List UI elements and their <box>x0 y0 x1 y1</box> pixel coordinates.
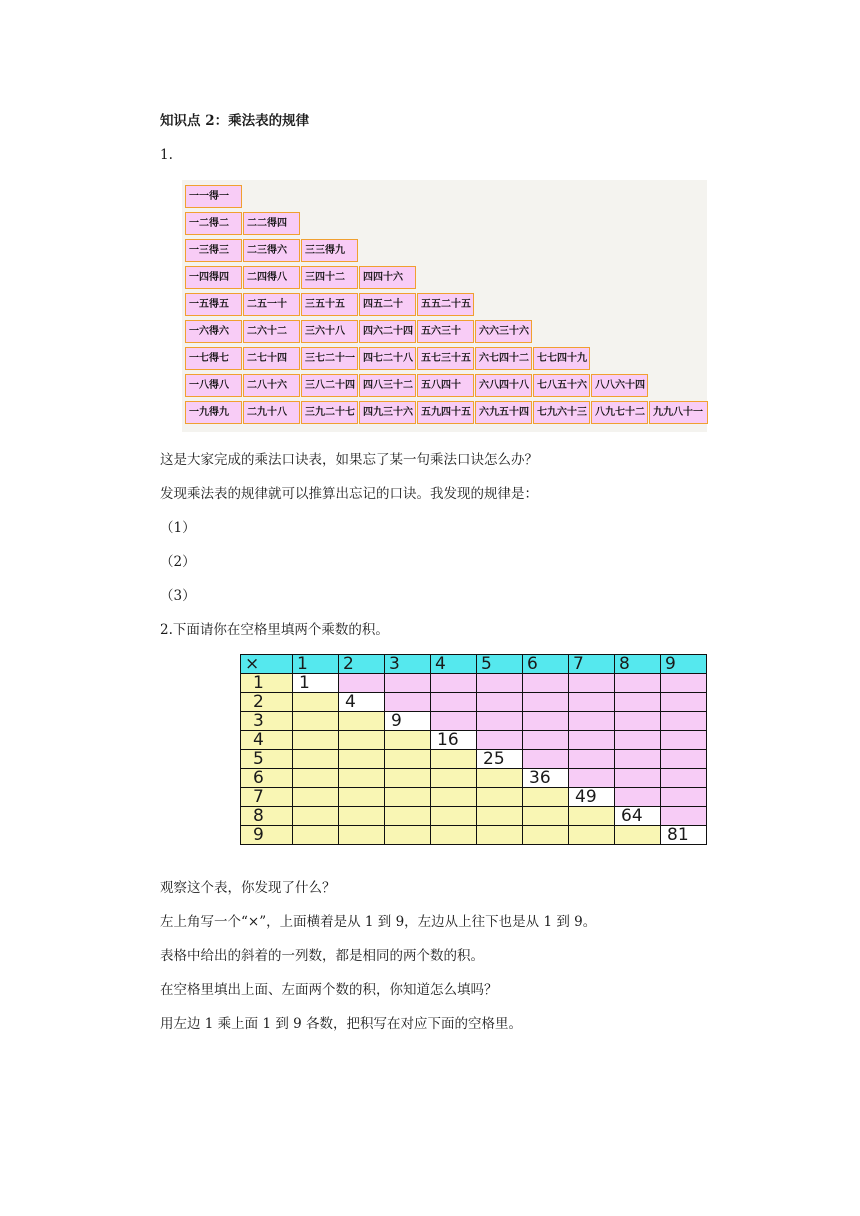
rhyme-cell: 二五一十 <box>243 293 300 316</box>
grid-blank-cell <box>477 807 523 826</box>
grid-blank-cell <box>615 769 661 788</box>
grid-blank-cell <box>431 750 477 769</box>
fill-instruction: 用左边 1 乘上面 1 到 9 各数，把积写在对应下面的空格里。 <box>160 1016 523 1032</box>
rhyme-cell: 二六十二 <box>243 320 300 343</box>
grid-left-header: 6 <box>241 769 293 788</box>
grid-left-header: 2 <box>241 693 293 712</box>
rhyme-cell: 五六三十 <box>417 320 474 343</box>
grid-diagonal-product: 36 <box>523 769 569 788</box>
grid-blank-cell <box>431 674 477 693</box>
rhyme-cell: 四八三十二 <box>359 374 416 397</box>
grid-blank-cell <box>339 807 385 826</box>
grid-blank-cell <box>523 807 569 826</box>
grid-blank-cell <box>661 712 707 731</box>
rhyme-cell: 七八五十六 <box>533 374 590 397</box>
grid-blank-cell <box>385 674 431 693</box>
grid-top-header: 5 <box>477 655 523 674</box>
rhyme-cell: 三八二十四 <box>301 374 358 397</box>
grid-diagonal-product: 4 <box>339 693 385 712</box>
rhyme-cell: 四六二十四 <box>359 320 416 343</box>
grid-blank-cell <box>569 674 615 693</box>
rhyme-cell: 七九六十三 <box>533 401 590 424</box>
grid-blank-cell <box>293 712 339 731</box>
grid-blank-cell <box>661 807 707 826</box>
grid-blank-cell <box>431 693 477 712</box>
rhyme-cell: 八九七十二 <box>591 401 648 424</box>
rhyme-cell: 一八得八 <box>185 374 242 397</box>
grid-blank-cell <box>339 674 385 693</box>
rhyme-cell: 五七三十五 <box>417 347 474 370</box>
grid-blank-cell <box>569 826 615 845</box>
grid-top-header: 8 <box>615 655 661 674</box>
rhyme-cell: 三七二十一 <box>301 347 358 370</box>
rhyme-cell: 七七四十九 <box>533 347 590 370</box>
grid-blank-cell <box>293 807 339 826</box>
rhyme-cell: 二八十六 <box>243 374 300 397</box>
rule-1-label: （1） <box>160 520 196 536</box>
observe-question: 观察这个表，你发现了什么？ <box>160 880 336 896</box>
rule-2-label: （2） <box>160 554 196 570</box>
grid-left-header: 3 <box>241 712 293 731</box>
grid-top-header: 9 <box>661 655 707 674</box>
rhyme-cell: 五九四十五 <box>417 401 474 424</box>
grid-diagonal-product: 16 <box>431 731 477 750</box>
rhyme-cell: 八八六十四 <box>591 374 648 397</box>
grid-diagonal-product: 64 <box>615 807 661 826</box>
grid-blank-cell <box>523 750 569 769</box>
rhyme-cell: 九九八十一 <box>649 401 708 424</box>
grid-blank-cell <box>523 731 569 750</box>
grid-top-header: 6 <box>523 655 569 674</box>
item-1-label: 1. <box>160 147 173 163</box>
multiplication-rhyme-table <box>182 180 707 432</box>
rhyme-cell: 一四得四 <box>185 266 242 289</box>
rhyme-cell: 四五二十 <box>359 293 416 316</box>
grid-corner-symbol: × <box>241 655 293 674</box>
grid-diagonal-product: 49 <box>569 788 615 807</box>
rhyme-cell: 六八四十八 <box>475 374 532 397</box>
rhyme-cell: 三四十二 <box>301 266 358 289</box>
explanation-headers: 左上角写一个“×”，上面横着是从 1 到 9，左边从上往下也是从 1 到 9。 <box>160 914 597 930</box>
rhyme-cell: 一五得五 <box>185 293 242 316</box>
rhyme-cell: 一七得七 <box>185 347 242 370</box>
grid-blank-cell <box>477 788 523 807</box>
rhyme-cell: 二九十八 <box>243 401 300 424</box>
grid-blank-cell <box>339 826 385 845</box>
rhyme-cell: 一九得九 <box>185 401 242 424</box>
grid-blank-cell <box>385 788 431 807</box>
grid-blank-cell <box>477 674 523 693</box>
rhyme-cell: 三三得九 <box>301 239 358 262</box>
rhyme-cell: 三六十八 <box>301 320 358 343</box>
grid-blank-cell <box>293 750 339 769</box>
grid-blank-cell <box>523 788 569 807</box>
grid-blank-cell <box>293 769 339 788</box>
rhyme-cell: 二三得六 <box>243 239 300 262</box>
rhyme-cell: 三九二十七 <box>301 401 358 424</box>
grid-blank-cell <box>523 674 569 693</box>
rhyme-cell: 二七十四 <box>243 347 300 370</box>
grid-blank-cell <box>661 750 707 769</box>
grid-blank-cell <box>523 693 569 712</box>
rhyme-cell: 五八四十 <box>417 374 474 397</box>
rhyme-cell: 四四十六 <box>359 266 416 289</box>
grid-blank-cell <box>293 693 339 712</box>
rhyme-cell: 一六得六 <box>185 320 242 343</box>
grid-blank-cell <box>569 693 615 712</box>
grid-blank-cell <box>385 750 431 769</box>
rhyme-cell: 六九五十四 <box>475 401 532 424</box>
grid-blank-cell <box>615 788 661 807</box>
grid-blank-cell <box>569 750 615 769</box>
grid-blank-cell <box>523 826 569 845</box>
grid-blank-cell <box>293 788 339 807</box>
grid-left-header: 1 <box>241 674 293 693</box>
grid-blank-cell <box>477 712 523 731</box>
rhyme-cell: 一三得三 <box>185 239 242 262</box>
grid-diagonal-product: 81 <box>661 826 707 845</box>
grid-blank-cell <box>477 731 523 750</box>
grid-blank-cell <box>293 826 339 845</box>
grid-blank-cell <box>431 807 477 826</box>
grid-blank-cell <box>569 731 615 750</box>
rhyme-cell: 六七四十二 <box>475 347 532 370</box>
grid-top-header: 3 <box>385 655 431 674</box>
rhyme-cell: 二四得八 <box>243 266 300 289</box>
fill-question: 在空格里填出上面、左面两个数的积，你知道怎么填吗？ <box>160 982 498 998</box>
grid-blank-cell <box>661 731 707 750</box>
grid-blank-cell <box>339 769 385 788</box>
grid-blank-cell <box>569 712 615 731</box>
grid-left-header: 8 <box>241 807 293 826</box>
grid-blank-cell <box>339 750 385 769</box>
grid-blank-cell <box>615 731 661 750</box>
grid-left-header: 7 <box>241 788 293 807</box>
rhyme-cell: 六六三十六 <box>475 320 532 343</box>
grid-blank-cell <box>569 769 615 788</box>
grid-blank-cell <box>615 826 661 845</box>
rhyme-cell: 三五十五 <box>301 293 358 316</box>
section-heading: 知识点 2：乘法表的规律 <box>160 113 310 129</box>
paragraph-forgot-rhyme: 这是大家完成的乘法口诀表，如果忘了某一句乘法口诀怎么办？ <box>160 452 538 468</box>
grid-blank-cell <box>661 788 707 807</box>
rhyme-cell: 二二得四 <box>243 212 300 235</box>
grid-blank-cell <box>569 807 615 826</box>
grid-blank-cell <box>385 807 431 826</box>
grid-top-header: 2 <box>339 655 385 674</box>
grid-blank-cell <box>661 693 707 712</box>
item-2-instruction: 2.下面请你在空格里填两个乘数的积。 <box>160 622 389 638</box>
grid-blank-cell <box>385 769 431 788</box>
grid-blank-cell <box>339 712 385 731</box>
grid-blank-cell <box>431 826 477 845</box>
grid-blank-cell <box>431 788 477 807</box>
grid-blank-cell <box>661 769 707 788</box>
grid-blank-cell <box>385 693 431 712</box>
grid-blank-cell <box>615 693 661 712</box>
grid-top-header: 4 <box>431 655 477 674</box>
rule-3-label: （3） <box>160 588 196 604</box>
rhyme-cell: 一二得二 <box>185 212 242 235</box>
grid-left-header: 4 <box>241 731 293 750</box>
grid-blank-cell <box>615 674 661 693</box>
grid-left-header: 5 <box>241 750 293 769</box>
multiplication-grid <box>240 654 707 845</box>
grid-blank-cell <box>293 731 339 750</box>
grid-blank-cell <box>431 712 477 731</box>
grid-blank-cell <box>477 693 523 712</box>
explanation-diagonal: 表格中给出的斜着的一列数，都是相同的两个数的积。 <box>160 948 484 964</box>
grid-blank-cell <box>385 731 431 750</box>
grid-diagonal-product: 1 <box>293 674 339 693</box>
grid-blank-cell <box>477 826 523 845</box>
grid-diagonal-product: 9 <box>385 712 431 731</box>
grid-left-header: 9 <box>241 826 293 845</box>
rhyme-cell: 五五二十五 <box>417 293 474 316</box>
grid-blank-cell <box>523 712 569 731</box>
rhyme-cell: 四九三十六 <box>359 401 416 424</box>
grid-blank-cell <box>385 826 431 845</box>
grid-blank-cell <box>477 769 523 788</box>
paragraph-find-pattern: 发现乘法表的规律就可以推算出忘记的口诀。我发现的规律是： <box>160 486 538 502</box>
rhyme-cell: 四七二十八 <box>359 347 416 370</box>
grid-blank-cell <box>615 750 661 769</box>
grid-top-header: 1 <box>293 655 339 674</box>
grid-blank-cell <box>661 674 707 693</box>
grid-top-header: 7 <box>569 655 615 674</box>
grid-blank-cell <box>339 731 385 750</box>
grid-blank-cell <box>615 712 661 731</box>
rhyme-cell: 一一得一 <box>185 185 242 208</box>
grid-blank-cell <box>339 788 385 807</box>
grid-blank-cell <box>431 769 477 788</box>
grid-diagonal-product: 25 <box>477 750 523 769</box>
